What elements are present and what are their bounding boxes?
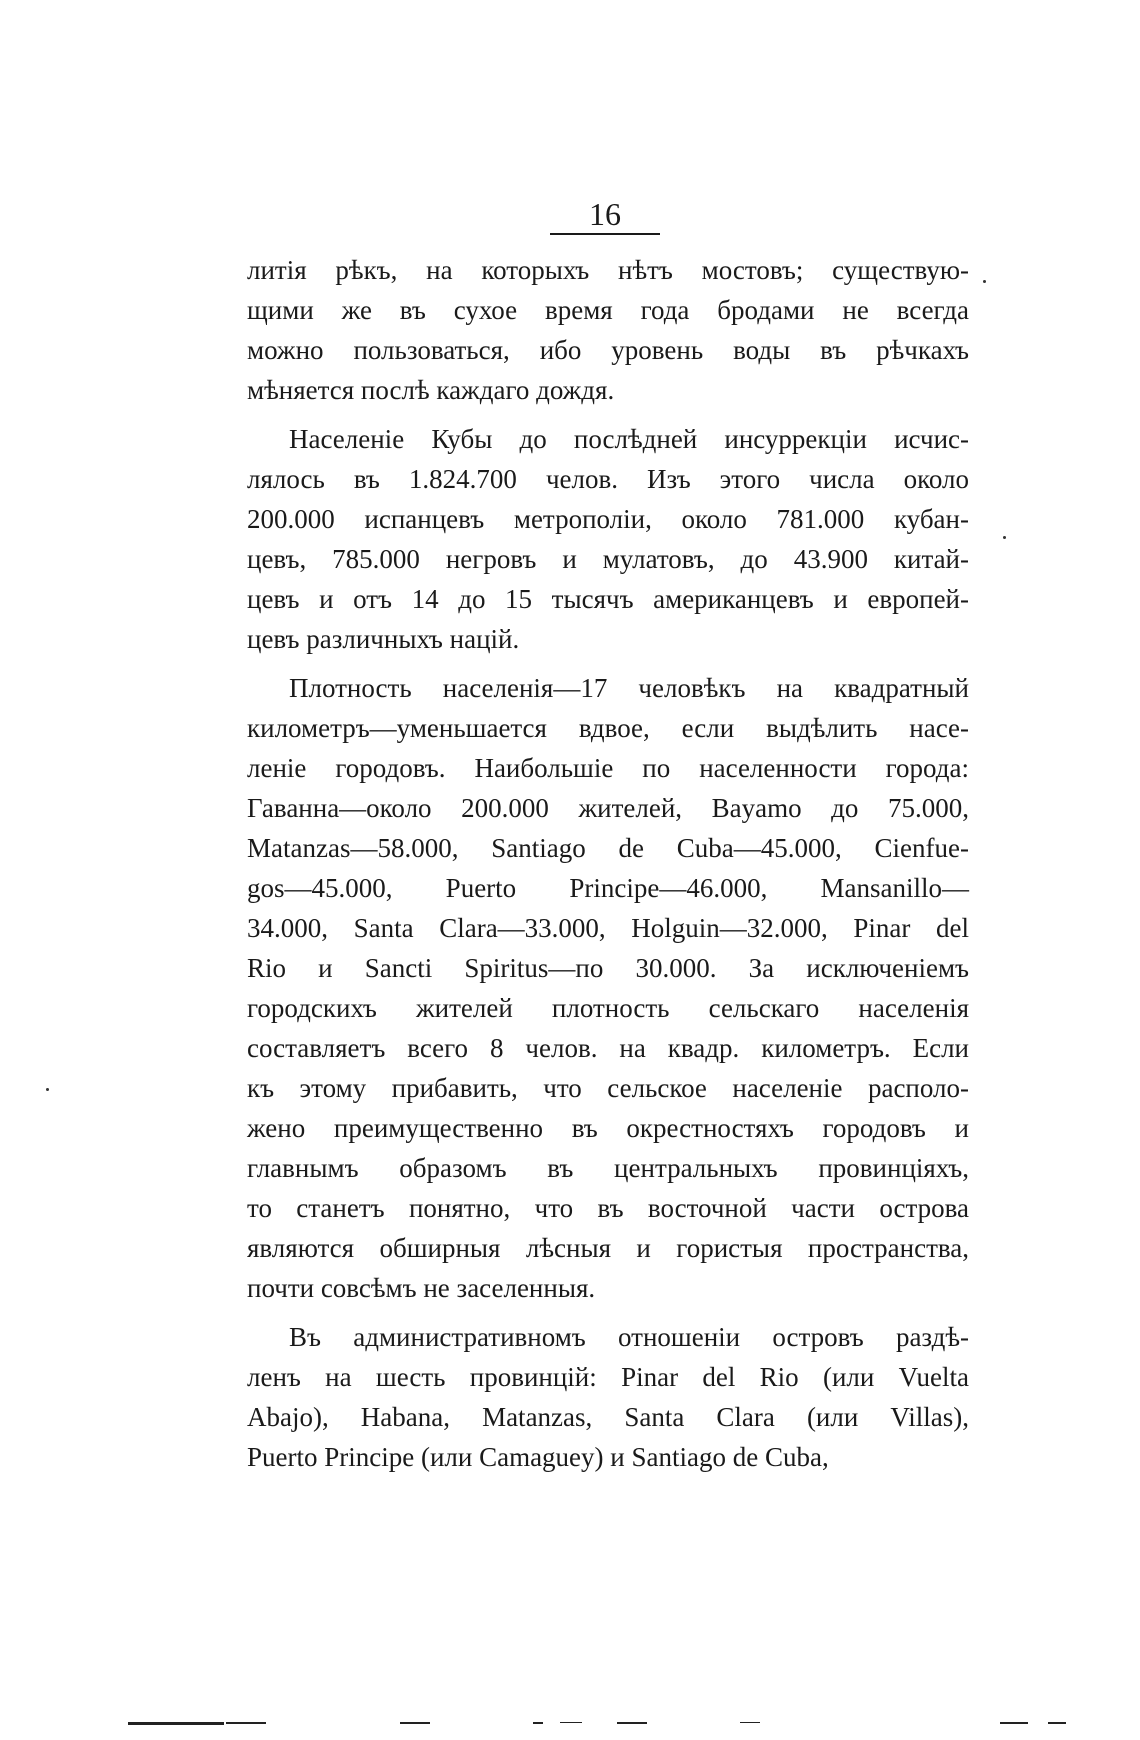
text-line: леніе городовъ. Наибольшіе по населенности города:	[247, 753, 969, 783]
text-line: главнымъ образомъ въ центральныхъ провинціяхъ,	[247, 1153, 969, 1183]
text-line: жено преимущественно въ окрестностяхъ городовъ и	[247, 1113, 969, 1143]
text-line: то станетъ понятно, что въ восточной части острова	[247, 1193, 969, 1223]
text-line: ленъ на шесть провинцій: Pinar del Rio (или Vuelta	[247, 1362, 969, 1392]
paragraph-gap	[247, 659, 969, 668]
footer-marks	[0, 1722, 1140, 1730]
scan-speck	[983, 280, 986, 283]
paragraph	[247, 1317, 969, 1477]
text-line: мѣняется послѣ каждаго дождя.	[247, 375, 615, 405]
text-line: составляетъ всего 8 челов. на квадр. километръ. Если	[247, 1033, 969, 1063]
paragraph	[247, 419, 969, 659]
text-line: щими же въ сухое время года бродами не всегда	[247, 295, 969, 325]
text-line: являются обширныя лѣсныя и гористыя пространства,	[247, 1233, 969, 1263]
text-line: лялось въ 1.824.700 челов. Изъ этого числа около	[247, 464, 969, 494]
text-line: городскихъ жителей плотность сельскаго населенія	[247, 993, 969, 1023]
text-line: Abajo), Habana, Matanzas, Santa Clara (или Villas),	[247, 1402, 969, 1432]
text-line: можно пользоваться, ибо уровень воды въ рѣчкахъ	[247, 335, 969, 365]
text-line: цевъ и отъ 14 до 15 тысячъ американцевъ и европей-	[247, 584, 969, 614]
text-line: цевъ, 785.000 негровъ и мулатовъ, до 43.900 китай-	[247, 544, 969, 574]
page-number: 16	[589, 196, 621, 232]
text-line: къ этому прибавить, что сельское населеніе располо-	[247, 1073, 969, 1103]
text-line: Puerto Principe (или Camaguey) и Santiago de Cuba,	[247, 1442, 829, 1472]
body-text	[247, 250, 969, 1477]
text-line: Гаванна—около 200.000 жителей, Bayamo до 75.000,	[247, 793, 969, 823]
text-line: Населеніе Кубы до послѣдней инсуррекціи исчис-	[289, 424, 969, 454]
text-line: почти совсѣмъ не заселенныя.	[247, 1273, 596, 1303]
page-number-rule	[550, 233, 660, 235]
paragraph-gap	[247, 410, 969, 419]
text-line: Въ административномъ отношеніи островъ раздѣ-	[289, 1322, 969, 1352]
paragraph	[247, 668, 969, 1308]
text-line: 200.000 испанцевъ метрополіи, около 781.000 кубан-	[247, 504, 969, 534]
scan-speck	[1003, 536, 1006, 539]
text-line: Rio и Sancti Spiritus—по 30.000. За исключеніемъ	[247, 953, 969, 983]
paragraph	[247, 250, 969, 410]
text-line: 34.000, Santa Clara—33.000, Holguin—32.000, Pinar del	[247, 913, 969, 943]
scan-speck	[46, 1088, 49, 1091]
text-line: литія рѣкъ, на которыхъ нѣтъ мостовъ; существую-	[247, 255, 969, 285]
text-line: Matanzas—58.000, Santiago de Cuba—45.000, Cienfue-	[247, 833, 969, 863]
text-line: Плотность населенія—17 человѣкъ на квадратный	[289, 673, 969, 703]
text-line: цевъ различныхъ націй.	[247, 624, 520, 654]
text-line: километръ—уменьшается вдвое, если выдѣлить насе-	[247, 713, 969, 743]
text-line: gos—45.000, Puerto Principe—46.000, Mansanillo—	[247, 873, 969, 903]
paragraph-gap	[247, 1308, 969, 1317]
